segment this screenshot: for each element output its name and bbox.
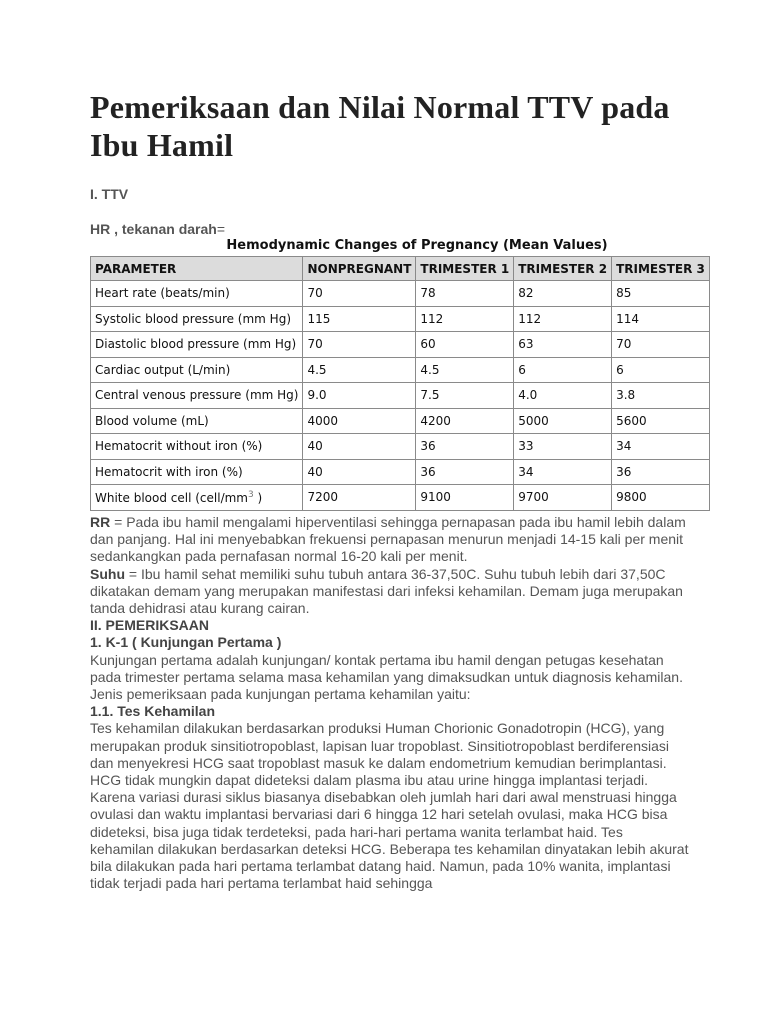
wbc-superscript: 3 [248,489,254,500]
table-cell-wbc [91,485,303,511]
table-cell: 9800 [612,485,710,511]
section-heading-ttv: I. TTV [90,186,129,202]
table-cell: 7.5 [416,383,514,409]
rr-label: RR [90,514,111,530]
table-cell: Central venous pressure (mm Hg) [91,383,303,409]
body-text [90,514,690,892]
table-cell: 34 [514,459,612,485]
table-header-cell: TRIMESTER 3 [612,257,710,281]
page-title: Pemeriksaan dan Nilai Normal TTV pada Ibu Hamil [90,89,670,163]
table-header-cell: PARAMETER [91,257,303,281]
wbc-label: White blood cell (cell/mm [95,490,248,505]
table-cell: 5000 [514,408,612,434]
table-cell: 70 [612,332,710,358]
table-row [91,332,710,358]
table-cell: 7200 [303,485,416,511]
table-row [91,408,710,434]
table-cell: 78 [416,281,514,307]
table-cell: 4200 [416,408,514,434]
suhu-paragraph [90,566,690,618]
table-cell: Diastolic blood pressure (mm Hg) [91,332,303,358]
table-cell: 70 [303,332,416,358]
wbc-close: ) [253,490,263,505]
table-cell: 9700 [514,485,612,511]
table-header-cell: TRIMESTER 1 [416,257,514,281]
tes-kehamilan-paragraph: Tes kehamilan dilakukan berdasarkan produksi Human Chorionic Gonadotropin (HCG), yang merupakan produk sinsitiotropoblast, lapisan luar tropoblast. Sinsitiotropoblast berdiferensiasi dan menyekresi HCG saat tropoblast masuk ke dalam endometrium kemudian berimplantasi. HCG tidak mungkin dapat dideteksi dalam plasma ibu atau urine hingga implantasi terjadi. Karena variasi durasi siklus biasanya disebabkan oleh jumlah hari dari awal menstruasi hingga ovulasi dan waktu implantasi bervariasi dari 6 hingga 12 hari setelah ovulasi, maka HCG bisa dideteksi, bisa juga tidak terdeteksi, pada hari-hari pertama wanita terlambat haid. Tes kehamilan dilakukan berdasarkan deteksi HCG. Beberapa tes kehamilan dinyatakan lebih akurat bila dilakukan pada hari pertama terlambat datang haid. Namun, pada 10% wanita, implantasi tidak terjadi pada hari pertama terlambat haid sehingga [90,720,689,892]
section-heading-pemeriksaan [90,617,690,634]
table-cell: 4.0 [514,383,612,409]
table-cell: 34 [612,434,710,460]
suhu-label: Suhu [90,565,125,582]
table-cell: Cardiac output (L/min) [91,357,303,383]
table-title: Hemodynamic Changes of Pregnancy (Mean Values) [226,238,608,253]
table-cell: 9100 [416,485,514,511]
table-cell: 9.0 [303,383,416,409]
hemodynamic-table [90,256,710,511]
table-cell: 33 [514,434,612,460]
tes-kehamilan-heading [90,703,690,720]
table-row [91,459,710,485]
table-cell: 40 [303,434,416,460]
table-cell: 36 [416,459,514,485]
table-row [91,434,710,460]
table-cell: 6 [514,357,612,383]
table-row [91,383,710,409]
table-cell: 112 [514,306,612,332]
table-cell: Blood volume (mL) [91,408,303,434]
table-cell: 112 [416,306,514,332]
table-row [91,357,710,383]
hr-label-line [90,221,690,237]
table-cell: 5600 [612,408,710,434]
table-cell: 85 [612,281,710,307]
rr-paragraph [90,514,690,566]
table-cell: Hematocrit without iron (%) [91,434,303,460]
section2-label: II. PEMERIKSAAN [90,617,210,634]
table-cell: 114 [612,306,710,332]
table-header-cell: TRIMESTER 2 [514,257,612,281]
table-cell: Systolic blood pressure (mm Hg) [91,306,303,332]
table-header-row [91,257,710,281]
hemodynamic-table-figure [90,236,708,511]
table-cell: 115 [303,306,416,332]
table-cell: 82 [514,281,612,307]
tes-heading-label: 1.1. Tes Kehamilan [90,703,216,720]
table-header-cell: NONPREGNANT [303,257,416,281]
table-cell: 63 [514,332,612,358]
table-cell: 4.5 [416,357,514,383]
table-cell: 60 [416,332,514,358]
table-cell: 36 [612,459,710,485]
table-row [91,485,710,511]
table-cell: Hematocrit with iron (%) [91,459,303,485]
table-cell: 3.8 [612,383,710,409]
k1-paragraph: Kunjungan pertama adalah kunjungan/ kontak pertama ibu hamil dengan petugas kesehatan pada trimester pertama selama masa kehamilan yang dimaksudkan untuk diagnosis kehamilan. Jenis pemeriksaan pada kunjungan pertama kehamilan yaitu: [90,651,683,703]
table-cell: 6 [612,357,710,383]
k1-heading [90,634,690,651]
rr-text: = Pada ibu hamil mengalami hiperventilasi sehingga pernapasan pada ibu hamil lebih dalam dan panjang. Hal ini menyebabkan frekuensi pernapasan menurun menjadi 14-15 kali per menit sedankangkan pada pernafasan normal 16-20 kali per menit. [90,514,686,565]
hr-label: HR , tekanan darah [90,221,217,237]
table-cell: 4.5 [303,357,416,383]
table-cell: 70 [303,281,416,307]
hr-suffix: = [216,221,226,237]
suhu-text: = Ibu hamil sehat memiliki suhu tubuh antara 36-37,50C. Suhu tubuh lebih dari 37,50C dikatakan demam yang merupakan manifestasi dari infeksi kehamilan. Demam juga merupakan tanda dehidrasi atau kurang cairan. [90,565,683,617]
k1-heading-label: 1. K-1 ( Kunjungan Pertama ) [90,634,282,651]
table-cell: 4000 [303,408,416,434]
table-cell: Heart rate (beats/min) [91,281,303,307]
table-cell: 40 [303,459,416,485]
document-page [90,0,690,237]
table-row [91,306,710,332]
table-row [91,281,710,307]
table-cell: 36 [416,434,514,460]
